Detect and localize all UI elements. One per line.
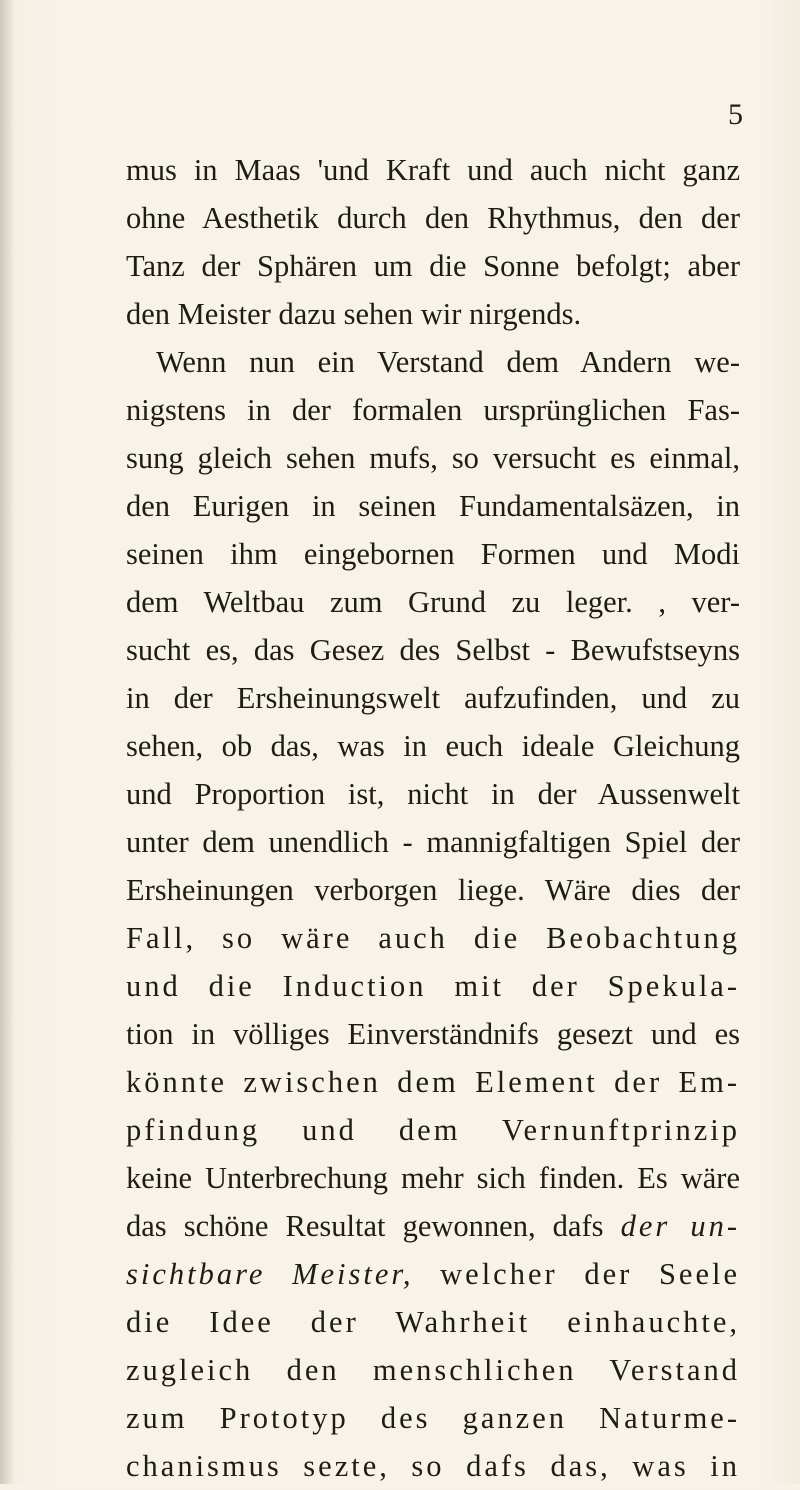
text-line: sucht es, das Gesez des Selbst - Bewufstseyns [126, 633, 740, 667]
text-line: die Idee der Wahrheit einhauchte, [126, 1305, 740, 1339]
text-line: mus in Maas 'und Kraft und auch nicht ganz [126, 153, 740, 187]
text-line: unter dem unendlich - mannigfaltigen Spiel der [126, 825, 740, 859]
text-line: keine Unterbrechung mehr sich finden. Es wäre [126, 1161, 740, 1195]
text-line: den Eurigen in seinen Fundamentalsäzen, in [126, 489, 740, 523]
text-line: Fall, so wäre auch die Beobachtung [126, 921, 740, 955]
text-line: zum Prototyp des ganzen Naturme- [126, 1401, 740, 1435]
text-line: und die Induction mit der Spekula- [126, 969, 740, 1003]
page-number: 5 [728, 98, 743, 131]
text-line: Tanz der Sphären um die Sonne befolgt; aber [126, 249, 740, 283]
text-line: könnte zwischen dem Element der Em- [126, 1065, 740, 1099]
text-line: pfindung und dem Vernunftprinzip [126, 1113, 740, 1147]
text-line: Wenn nun ein Verstand dem Andern we- [156, 345, 740, 379]
text-line: und Proportion ist, nicht in der Aussenwelt [126, 777, 740, 811]
body-text [126, 146, 740, 1490]
text-line-with-emphasis [126, 1202, 740, 1250]
text-line: ohne Aesthetik durch den Rhythmus, den der [126, 201, 740, 235]
text-line-with-emphasis [126, 1250, 740, 1298]
text-line: chanismus sezte, so dafs das, was in [126, 1449, 740, 1483]
text-line: dem Weltbau zum Grund zu leger. , ver- [126, 585, 740, 619]
text-line: tion in völliges Einverständnifs gesezt und es [126, 1017, 740, 1051]
text-line: sung gleich sehen mufs, so versucht es einmal, [126, 441, 740, 475]
text-line: den Meister dazu sehen wir nirgends. [126, 297, 582, 331]
text-line: zugleich den menschlichen Verstand [126, 1353, 740, 1387]
text-line: Ersheinungen verborgen liege. Wäre dies der [126, 873, 740, 907]
emphasized-text: sichtbare Meister, [126, 1257, 414, 1291]
text-line: seinen ihm eingebornen Formen und Modi [126, 537, 740, 571]
page-gutter-shadow [0, 0, 14, 1484]
emphasized-text: der un- [620, 1209, 740, 1243]
text-segment: welcher der Seele [413, 1257, 740, 1291]
text-line: sehen, ob das, was in euch ideale Gleichung [126, 729, 740, 763]
text-segment: das schöne Resultat gewonnen, dafs [126, 1209, 621, 1243]
text-line: in der Ersheinungswelt aufzufinden, und zu [126, 681, 740, 715]
text-line: nigstens in der formalen ursprünglichen Fas- [126, 393, 740, 427]
